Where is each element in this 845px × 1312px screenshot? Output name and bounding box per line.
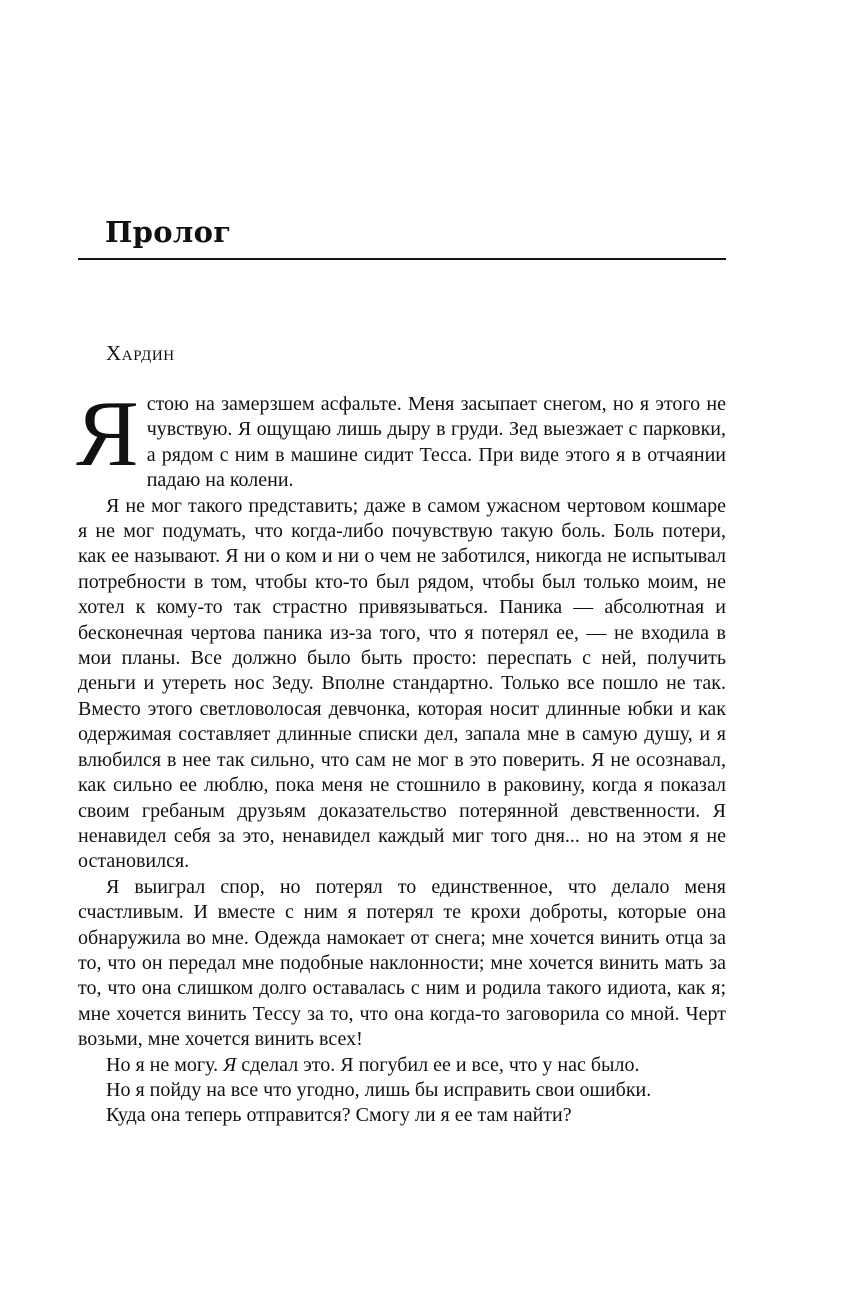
paragraph-3: Я выиграл спор, но потерял то единственное, что делало меня счастливым. И вместе с ним я потерял те крохи доброты, которые она обнаружила во мне. Одежда намокает от снега; мне хочется винить отца за то, что он передал мне подобные наклонности; мне хочется винить мать за то, что она слишком долго оставалась с ним и родила такого идиота, как я; мне хочется винить Тессу за то, что она когда-то заговорила со мной. Черт возьми, мне хочется винить всех! bbox=[78, 875, 726, 1051]
drop-cap: Я bbox=[76, 382, 139, 486]
paragraph-1-text: стою на замерзшем асфальте. Меня засыпает снегом, но я этого не чувствую. Я ощущаю лишь дыру в груди. Зед выезжает с парковки, а рядом с ним в машине сидит Тесса. При виде этого я в отчаянии падаю на колени. bbox=[146, 393, 726, 492]
chapter-text bbox=[76, 382, 726, 1129]
paragraph-4-start: Но я не могу. bbox=[106, 1053, 224, 1076]
paragraph-2: Я не мог такого представить; даже в самом ужасном чертовом кошмаре я не мог подумать, что когда-либо почувствую такую боль. Боль потери, как ее называют. Я ни о ком и ни о чем не заботился, никогда не испытывал потребности в том, чтобы кто-то был рядом, чтобы был только моим, не хотел к кому-то так страстно привязываться. Паника — абсолютная и бесконечная чертова паника из-за того, что я потерял ее, — не входила в мои планы. Все должно было быть просто: переспать с ней, получить деньги и утереть нос Зеду. Вполне стандартно. Только все пошло не так. Вместо этого светловолосая девчонка, которая носит длинные юбки и как одержимая составляет длинные списки дел, запала мне в самую душу, и я влюбился в нее так сильно, что сам не мог в это поверить. Я не осознавал, как сильно ее люблю, пока меня не стошнило в раковину, когда я показал своим гребаным друзьям доказательство потерянной девственности. Я ненавидел себя за это, ненавидел каждый миг того дня... но на этом я не остановился. bbox=[78, 494, 726, 873]
paragraph-1 bbox=[76, 382, 726, 494]
title-rule bbox=[78, 258, 726, 260]
paragraph-4 bbox=[78, 1053, 726, 1078]
paragraph-4-italic: Я bbox=[223, 1053, 237, 1076]
chapter-title: Пролог bbox=[105, 215, 232, 249]
narrator-name: Хардин bbox=[106, 341, 175, 365]
paragraph-5: Но я пойду на все что угодно, лишь бы исправить свои ошибки. bbox=[106, 1078, 652, 1101]
paragraph-6: Куда она теперь отправится? Смогу ли я ее там найти? bbox=[106, 1104, 572, 1127]
paragraph-4-end: сделал это. Я погубил ее и все, что у нас было. bbox=[236, 1053, 640, 1076]
